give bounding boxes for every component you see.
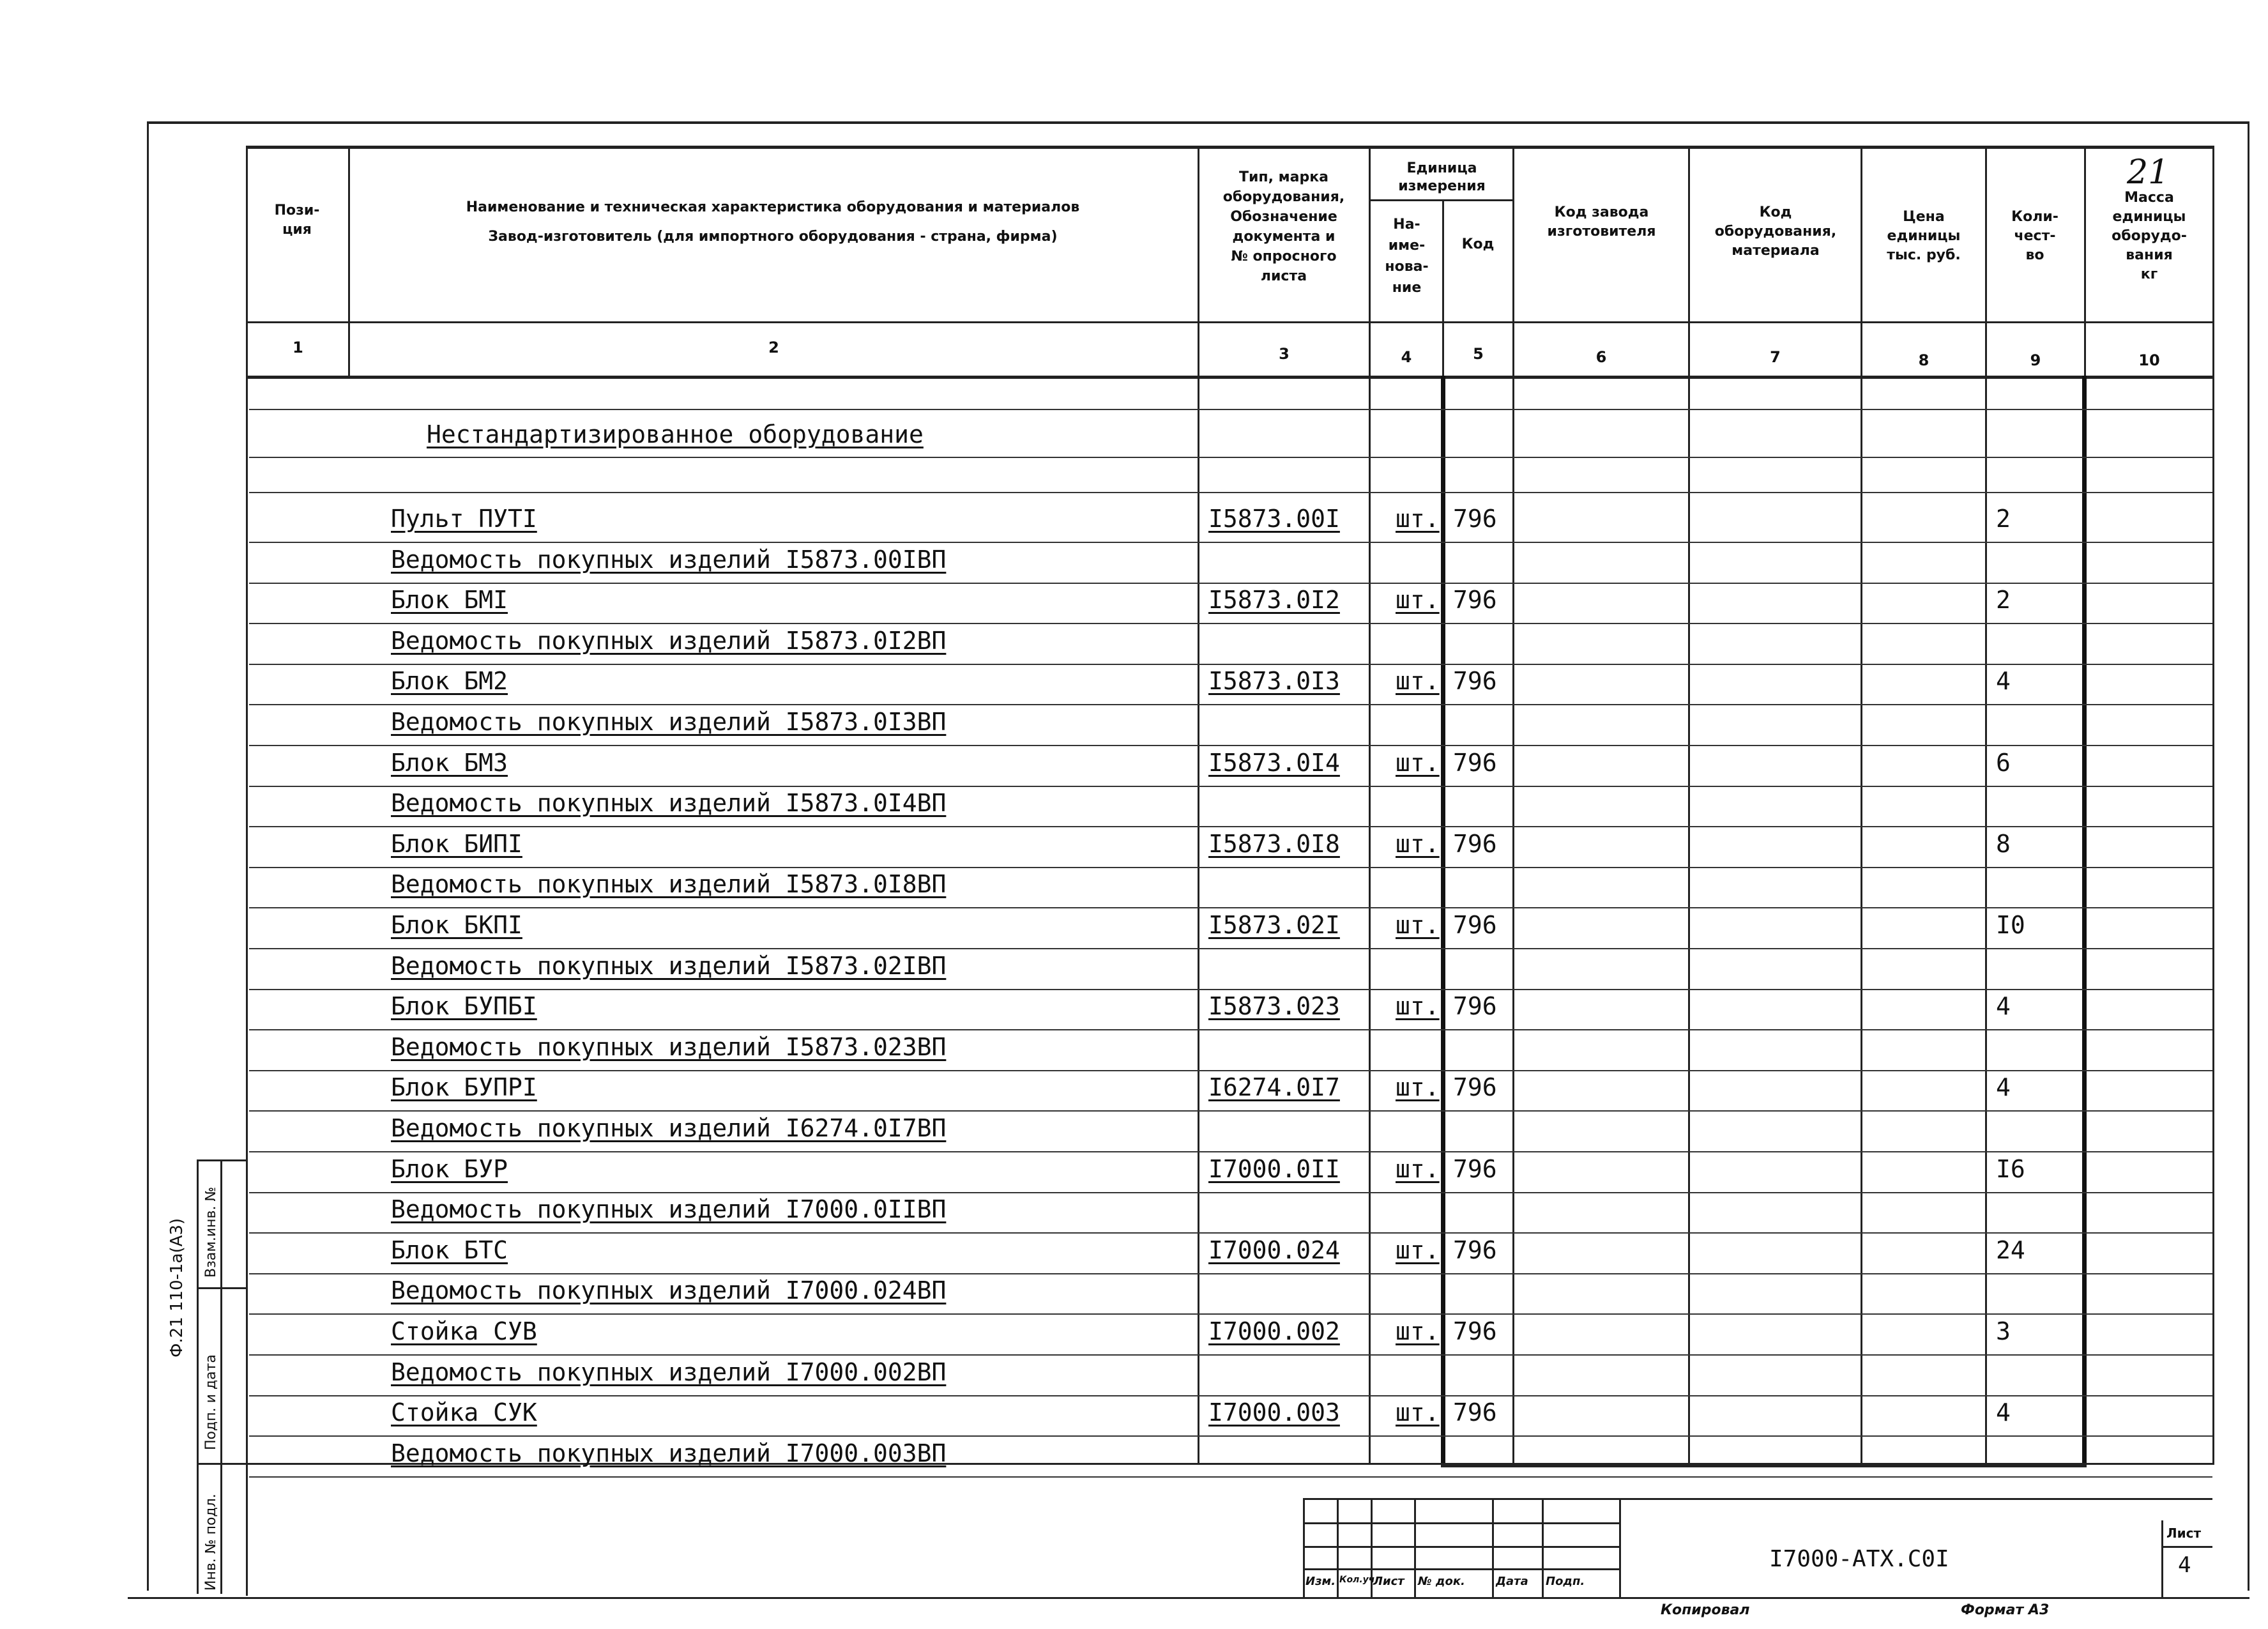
row-name: Блок БУПБI bbox=[391, 992, 537, 1020]
header-position: Пози- ция bbox=[274, 203, 320, 238]
header-name-line2: Завод-изготовитель (для импортного оборудования - страна, фирма) bbox=[488, 229, 1058, 245]
row-unit: шт. bbox=[1396, 1236, 1440, 1264]
row-name: Ведомость покупных изделий I5873.0I2ВП bbox=[391, 627, 947, 655]
col-line-3 bbox=[1369, 146, 1371, 1463]
row-unit: шт. bbox=[1396, 1398, 1440, 1426]
tb-sheet-line bbox=[2161, 1546, 2212, 1548]
side-stamp-left bbox=[197, 1159, 199, 1594]
header-quantity: Коли- чест- во bbox=[2011, 209, 2059, 263]
format: Формат А3 bbox=[1961, 1602, 2050, 1618]
row-quantity: 8 bbox=[1996, 830, 2011, 858]
col-line-4-thick bbox=[1441, 376, 1445, 1463]
row-line bbox=[249, 1354, 2212, 1356]
row-line bbox=[249, 907, 2212, 908]
tb-label-date: Дата bbox=[1496, 1575, 1528, 1588]
section-title: Нестандартизированное оборудование bbox=[427, 420, 924, 448]
column-numbers-bottom-line bbox=[246, 376, 2214, 379]
row-line bbox=[249, 542, 2212, 543]
sheet-label: Лист bbox=[2166, 1526, 2202, 1541]
row-line bbox=[249, 583, 2212, 584]
tb-col bbox=[1492, 1498, 1494, 1597]
row-line bbox=[249, 1273, 2212, 1274]
col-line-8 bbox=[1985, 146, 1987, 1463]
side-stamp-line bbox=[197, 1287, 248, 1289]
row-name: Ведомость покупных изделий I5873.0I4ВП bbox=[391, 789, 947, 817]
row-name: Ведомость покупных изделий I6274.0I7ВП bbox=[391, 1114, 947, 1142]
col-line-6 bbox=[1688, 146, 1690, 1463]
sheet-number: 4 bbox=[2178, 1552, 2191, 1578]
row-line bbox=[249, 1435, 2212, 1437]
row-name: Ведомость покупных изделий I7000.024ВП bbox=[391, 1276, 947, 1304]
row-unit-code: 796 bbox=[1453, 1317, 1497, 1345]
row-unit: шт. bbox=[1396, 505, 1440, 533]
row-unit-code: 796 bbox=[1453, 667, 1497, 695]
row-name: Блок БУР bbox=[391, 1155, 508, 1183]
row-name: Блок БТС bbox=[391, 1236, 508, 1264]
row-quantity: 4 bbox=[1996, 667, 2011, 695]
row-line bbox=[249, 786, 2212, 787]
colnum-2: 2 bbox=[768, 339, 779, 356]
row-line bbox=[249, 457, 2212, 458]
row-line bbox=[249, 1476, 2212, 1478]
tb-line bbox=[1303, 1568, 1619, 1570]
tb-label-sheet: Лист bbox=[1373, 1575, 1404, 1588]
row-quantity: I0 bbox=[1996, 911, 2025, 939]
header-unit-name: На- име- нова- ние bbox=[1385, 217, 1429, 296]
col-line-9-thick bbox=[2082, 376, 2087, 1463]
title-block-sheet-divider bbox=[2161, 1520, 2163, 1597]
row-unit: шт. bbox=[1396, 586, 1440, 614]
unit-group-line bbox=[1369, 199, 1512, 201]
row-unit: шт. bbox=[1396, 1317, 1440, 1345]
row-type: I6274.0I7 bbox=[1208, 1073, 1340, 1101]
row-name: Ведомость покупных изделий I7000.0IIВП bbox=[391, 1195, 947, 1223]
row-unit-code: 796 bbox=[1453, 830, 1497, 858]
row-line bbox=[249, 1313, 2212, 1315]
col-line-5 bbox=[1512, 146, 1514, 1463]
row-name: Ведомость покупных изделий I5873.02IВП bbox=[391, 952, 947, 980]
tb-line bbox=[1303, 1546, 1619, 1548]
header-name-line1: Наименование и техническая характеристика оборудования и материалов bbox=[466, 199, 1080, 215]
handwritten-page-number: 21 bbox=[2127, 153, 2170, 192]
copied-by: Копировал bbox=[1661, 1602, 1750, 1618]
header-unit-group: Единица измерения bbox=[1398, 160, 1486, 194]
row-line bbox=[249, 1070, 2212, 1071]
row-line bbox=[249, 1029, 2212, 1030]
row-type: I5873.00I bbox=[1208, 505, 1340, 533]
side-replaced-inv: Взам.инв. № bbox=[203, 1186, 219, 1278]
col-line-7 bbox=[1861, 146, 1862, 1463]
side-inv-original: Инв. № подл. bbox=[203, 1494, 219, 1591]
row-quantity: 3 bbox=[1996, 1317, 2011, 1345]
colnum-7: 7 bbox=[1770, 348, 1781, 366]
row-unit-code: 796 bbox=[1453, 1073, 1497, 1101]
row-unit: шт. bbox=[1396, 667, 1440, 695]
col-line-right bbox=[2212, 146, 2214, 1463]
colnum-6: 6 bbox=[1595, 348, 1607, 366]
row-type: I5873.0I8 bbox=[1208, 830, 1340, 858]
col-line-left bbox=[246, 146, 248, 1596]
row-unit: шт. bbox=[1396, 749, 1440, 777]
thick-bottom-segment bbox=[1441, 1463, 2087, 1467]
row-line bbox=[249, 826, 2212, 827]
side-form-code: Ф.21 110-1а(А3) bbox=[167, 1218, 186, 1358]
row-line bbox=[249, 664, 2212, 665]
col-line-2 bbox=[1198, 146, 1199, 1463]
row-name: Блок БУПРI bbox=[391, 1073, 537, 1101]
row-line bbox=[249, 948, 2212, 949]
row-name: Ведомость покупных изделий I7000.003ВП bbox=[391, 1439, 947, 1467]
row-unit-code: 796 bbox=[1453, 749, 1497, 777]
table-top-border bbox=[246, 146, 2214, 149]
row-line bbox=[249, 409, 2212, 410]
colnum-5: 5 bbox=[1473, 345, 1484, 363]
row-type: I5873.023 bbox=[1208, 992, 1340, 1020]
row-quantity: 4 bbox=[1996, 992, 2011, 1020]
colnum-3: 3 bbox=[1279, 345, 1290, 363]
row-type: I5873.0I2 bbox=[1208, 586, 1340, 614]
row-type: I7000.024 bbox=[1208, 1236, 1340, 1264]
row-line bbox=[249, 704, 2212, 705]
row-name: Ведомость покупных изделий I5873.00IВП bbox=[391, 546, 947, 574]
row-quantity: 4 bbox=[1996, 1073, 2011, 1101]
row-name: Стойка СУК bbox=[391, 1398, 537, 1426]
row-unit: шт. bbox=[1396, 1155, 1440, 1183]
header-equipment-code: Код оборудования, материала bbox=[1714, 204, 1837, 259]
tb-label-change: Изм. bbox=[1305, 1575, 1336, 1588]
row-unit-code: 796 bbox=[1453, 992, 1497, 1020]
tb-line bbox=[1303, 1522, 1619, 1524]
header-factory-code: Код завода изготовителя bbox=[1547, 204, 1656, 240]
row-line bbox=[249, 1232, 2212, 1234]
row-line bbox=[249, 623, 2212, 624]
tb-col bbox=[1542, 1498, 1544, 1597]
row-unit-code: 796 bbox=[1453, 1398, 1497, 1426]
header-type: Тип, марка оборудования, Обозначение документа и № опросного листа bbox=[1222, 169, 1345, 284]
row-quantity: 2 bbox=[1996, 586, 2011, 614]
row-type: I5873.0I3 bbox=[1208, 667, 1340, 695]
row-name: Ведомость покупных изделий I5873.0I8ВП bbox=[391, 870, 947, 898]
row-line bbox=[249, 1192, 2212, 1193]
colnum-1: 1 bbox=[293, 339, 303, 356]
row-line bbox=[249, 1110, 2212, 1112]
row-type: I5873.02I bbox=[1208, 911, 1340, 939]
side-stamp-mid bbox=[220, 1159, 222, 1594]
row-name: Ведомость покупных изделий I5873.0I3ВП bbox=[391, 708, 947, 736]
row-line bbox=[249, 745, 2212, 746]
row-unit: шт. bbox=[1396, 830, 1440, 858]
colnum-8: 8 bbox=[1918, 351, 1929, 369]
row-name: Блок БМI bbox=[391, 586, 508, 614]
side-sign-date: Подп. и дата bbox=[203, 1354, 219, 1450]
row-name: Блок БМ3 bbox=[391, 749, 508, 777]
row-name: Блок БИПI bbox=[391, 830, 522, 858]
row-unit-code: 796 bbox=[1453, 1236, 1497, 1264]
tb-label-doc: № док. bbox=[1418, 1575, 1465, 1588]
header-bottom-line bbox=[246, 321, 2214, 323]
col-line-9 bbox=[2084, 146, 2086, 376]
title-block-top bbox=[1303, 1498, 2212, 1500]
side-stamp-line bbox=[197, 1463, 248, 1465]
row-name: Блок БМ2 bbox=[391, 667, 508, 695]
row-line bbox=[249, 492, 2212, 493]
tb-col bbox=[1337, 1498, 1339, 1597]
row-name: Ведомость покупных изделий I5873.023ВП bbox=[391, 1033, 947, 1061]
row-quantity: I6 bbox=[1996, 1155, 2025, 1183]
header-mass: Масса единицы оборудо- вания кг bbox=[2112, 190, 2187, 282]
document-designation: I7000-АТХ.С0I bbox=[1769, 1546, 1949, 1572]
colnum-10: 10 bbox=[2138, 351, 2160, 369]
row-quantity: 6 bbox=[1996, 749, 2011, 777]
tb-label-sign: Подп. bbox=[1546, 1575, 1585, 1588]
row-quantity: 4 bbox=[1996, 1398, 2011, 1426]
row-unit-code: 796 bbox=[1453, 586, 1497, 614]
title-block-divider bbox=[1619, 1498, 1621, 1597]
colnum-4: 4 bbox=[1401, 348, 1412, 366]
row-type: I7000.003 bbox=[1208, 1398, 1340, 1426]
row-line bbox=[249, 867, 2212, 868]
header-unit-code: Код bbox=[1461, 236, 1495, 252]
tb-col bbox=[1414, 1498, 1416, 1597]
row-type: I7000.0II bbox=[1208, 1155, 1340, 1183]
row-unit: шт. bbox=[1396, 1073, 1440, 1101]
row-unit-code: 796 bbox=[1453, 505, 1497, 533]
colnum-9: 9 bbox=[2030, 351, 2041, 369]
row-name: Пульт ПУТI bbox=[391, 505, 537, 533]
row-unit-code: 796 bbox=[1453, 1155, 1497, 1183]
row-line bbox=[249, 989, 2212, 990]
row-unit: шт. bbox=[1396, 992, 1440, 1020]
side-stamp-line bbox=[197, 1159, 248, 1161]
header-price: Цена единицы тыс. руб. bbox=[1887, 209, 1961, 263]
row-quantity: 2 bbox=[1996, 505, 2011, 533]
row-unit-code: 796 bbox=[1453, 911, 1497, 939]
row-name: Ведомость покупных изделий I7000.002ВП bbox=[391, 1358, 947, 1386]
bottom-border bbox=[128, 1597, 2249, 1599]
row-type: I5873.0I4 bbox=[1208, 749, 1340, 777]
row-quantity: 24 bbox=[1996, 1236, 2025, 1264]
row-name: Блок БКПI bbox=[391, 911, 522, 939]
row-type: I7000.002 bbox=[1208, 1317, 1340, 1345]
row-line bbox=[249, 1151, 2212, 1152]
row-line bbox=[249, 1395, 2212, 1396]
tb-label-count: Кол.уч bbox=[1339, 1575, 1375, 1585]
row-unit: шт. bbox=[1396, 911, 1440, 939]
row-name: Стойка СУВ bbox=[391, 1317, 537, 1345]
